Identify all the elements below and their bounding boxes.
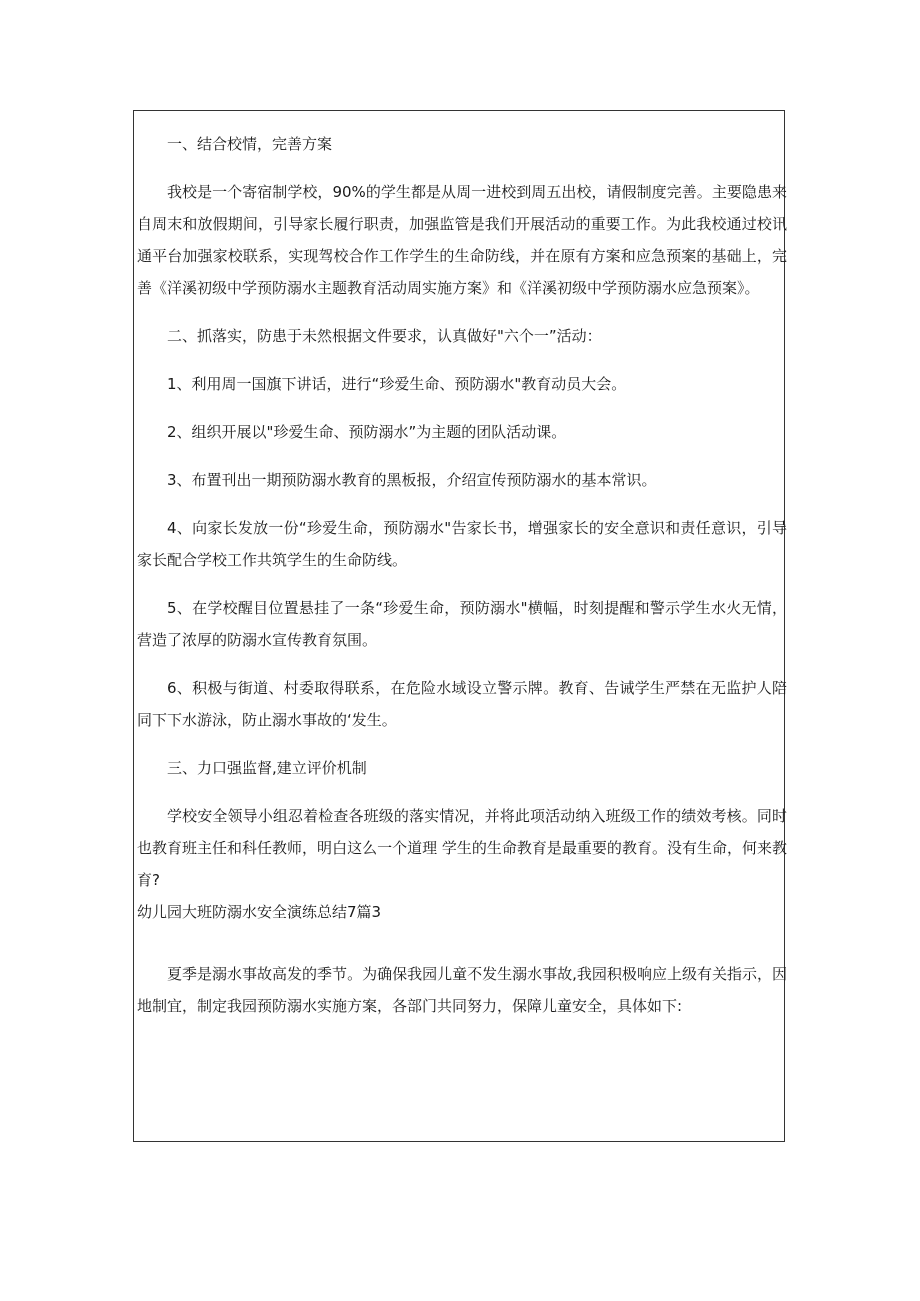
section-heading-2: 二、抓落实，防患于未然根据文件要求，认真做好"六个一”活动： — [167, 327, 602, 345]
paragraph-school-overview: 我校是一个寄宿制学校，90%的学生都是从周一进校到周五出校，请假制度完善。主要隐患来自周末和放假期间，引导家长履行职责，加强监管是我们开展活动的重要工作。为此我校通过校讯通平台加强家校联系，实现驾校合作工作学生的生命防线，并在原有方案和应急预案的基础上，完善《洋溪初级中学预防溺水主题教育活动周实施方案》和《洋溪初级中学预防溺水应急预案》。 — [137, 183, 787, 297]
paragraph-summer-intro: 夏季是溺水事故高发的季节。为确保我园儿童不发生溺水事故,我园积极响应上级有关指示，因地制宜，制定我园预防溺水实施方案，各部门共同努力，保障儿童安全，具体如下: — [137, 965, 787, 1015]
section-heading-3: 三、力口强监督,建立评价机制 — [167, 759, 367, 777]
list-item-3: 3、布置刊出一期预防溺水教育的黑板报，介绍宣传预防溺水的基本常识。 — [167, 471, 657, 489]
list-item-2: 2、组织开展以"珍爱生命、预防溺水”为主题的团队活动课。 — [167, 423, 567, 441]
list-item-1: 1、利用周一国旗下讲话，进行“珍爱生命、预防溺水"教育动员大会。 — [167, 375, 627, 393]
article-title: 幼儿园大班防溺水安全演练总结7篇3 — [137, 903, 382, 921]
list-item-4: 4、向家长发放一份“珍爱生命，预防溺水"告家长书，增强家长的安全意识和责任意识，引导家长配合学校工作共筑学生的生命防线。 — [137, 519, 787, 569]
section-heading-1: 一、结合校情，完善方案 — [167, 135, 333, 153]
document-body — [137, 128, 787, 1038]
list-item-6: 6、积极与街道、村委取得联系，在危险水域设立警示牌。教育、告诫学生严禁在无监护人陪同下下水游泳，防止溺水事故的‘发生。 — [137, 679, 787, 729]
paragraph-supervision: 学校安全领导小组忍着检查各班级的落实情况，并将此项活动纳入班级工作的绩效考核。同时也教育班主任和科任教师，明白这么一个道理 学生的生命教育是最重要的教育。没有生命，何来教育? — [137, 807, 787, 889]
list-item-5: 5、在学校醒目位置悬挂了一条“珍爱生命，预防溺水"横幅，时刻提醒和警示学生水火无情，营造了浓厚的防溺水宣传教育氛围。 — [137, 599, 787, 649]
